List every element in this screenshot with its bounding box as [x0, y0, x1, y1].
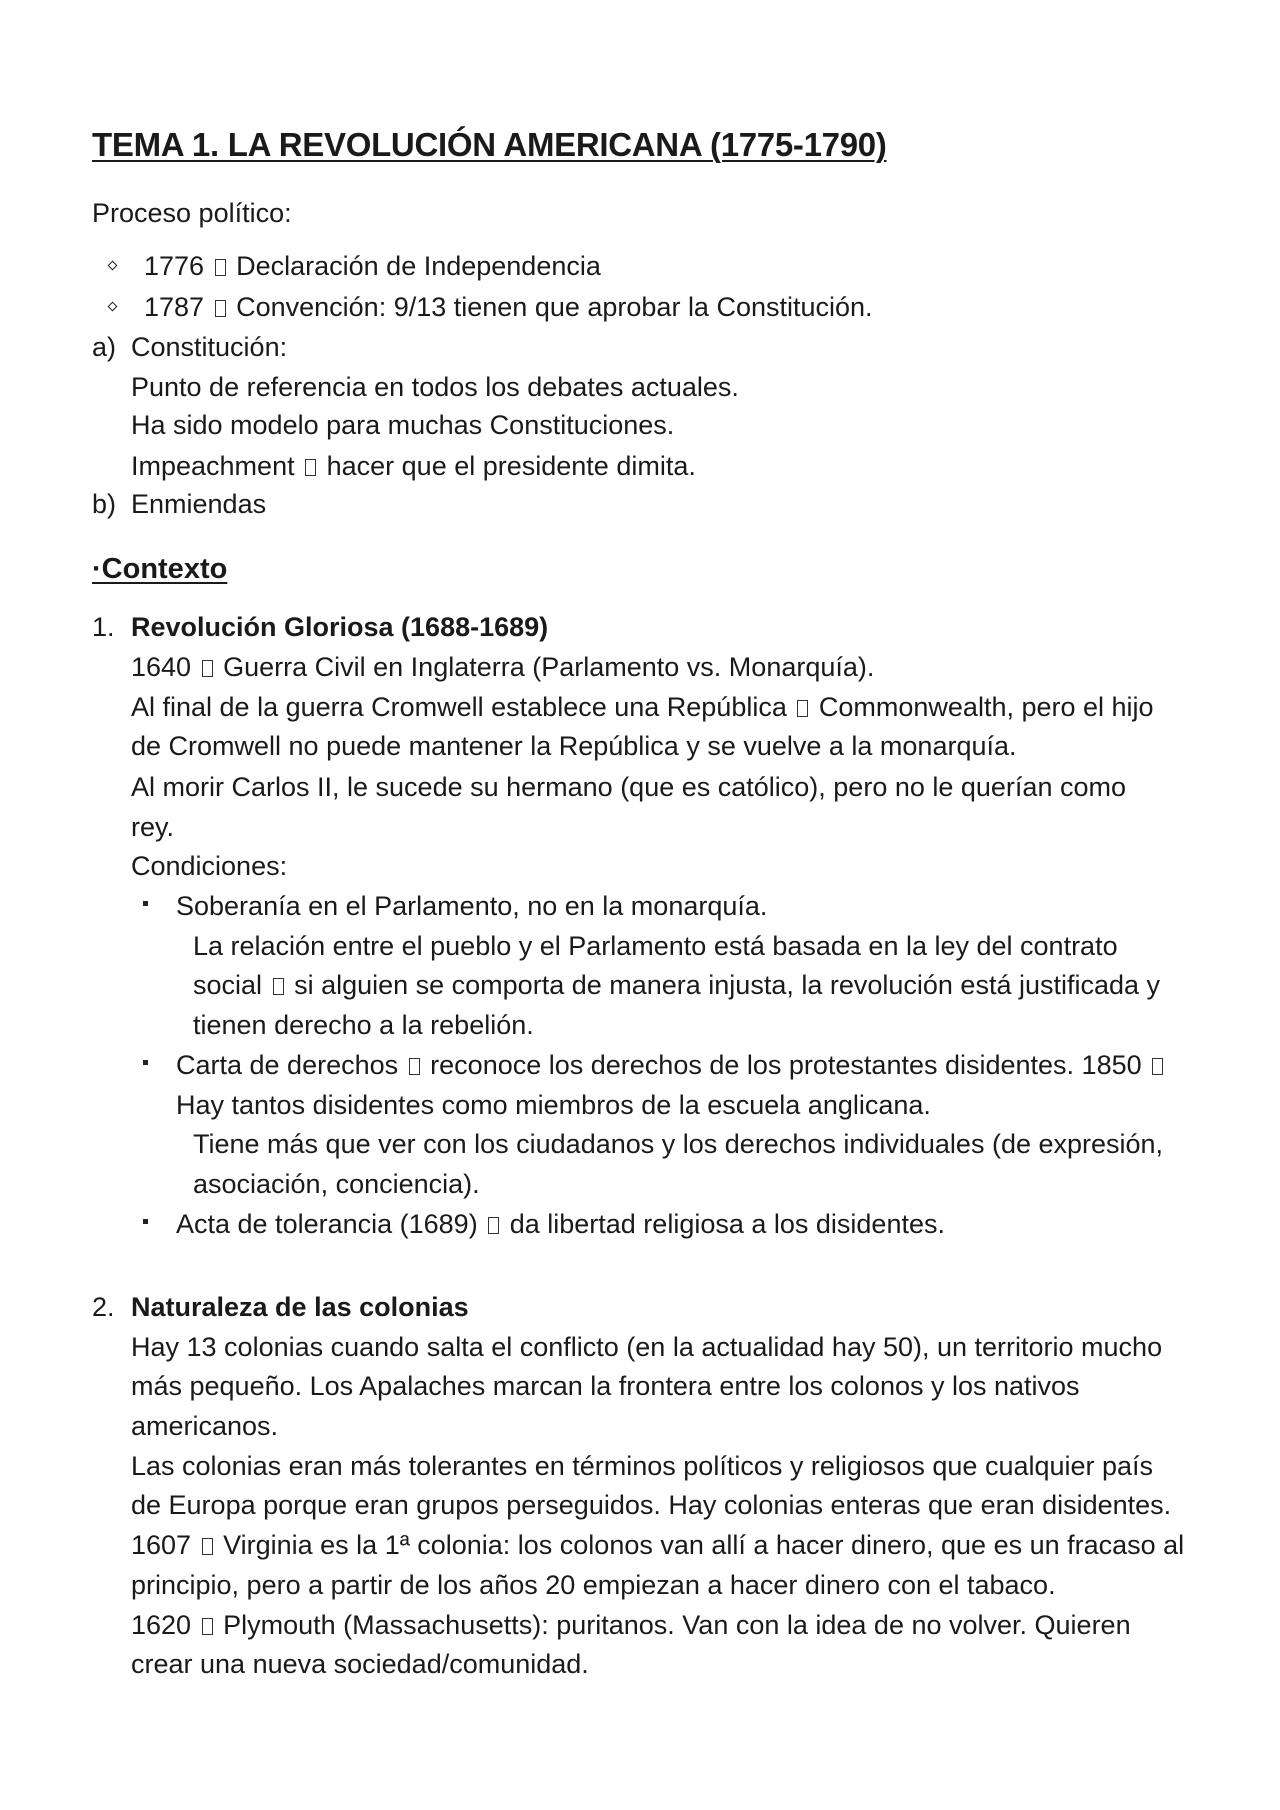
text-fragment: reconoce los derechos de los protestantes disidentes. 1850 [430, 1050, 1142, 1080]
text-line: Tiene más que ver con los ciudadanos y los derechos individuales (de expresión, [193, 1129, 1164, 1159]
text-line [131, 449, 696, 483]
section-label: Proceso político: [92, 198, 292, 228]
text-fragment: social [193, 970, 263, 1000]
text-line: de Cromwell no puede mantener la República y se vuelve a la monarquía. [131, 731, 1017, 761]
text-line: tienen derecho a la rebelión. [193, 1010, 534, 1040]
section-number: 1. [92, 612, 115, 642]
text-fragment: Guerra Civil en Inglaterra (Parlamento vs. Monarquía). [223, 652, 875, 682]
arrow-glyph-icon [488, 1217, 499, 1234]
text-fragment: da libertad religiosa a los disidentes. [509, 1209, 945, 1239]
list-item: Soberanía en el Parlamento, no en la monarquía. [176, 891, 768, 921]
list-item [176, 1207, 945, 1241]
arrow-glyph-icon [409, 1058, 420, 1075]
subsection-title: Naturaleza de las colonias [131, 1292, 469, 1322]
list-item [176, 1048, 1166, 1082]
text-line [131, 1528, 1184, 1562]
text-line: Al morir Carlos II, le sucede su hermano (que es católico), pero no le querían como [131, 772, 1126, 802]
text-line: de Europa porque eran grupos perseguidos. Hay colonias enteras que eran disidentes. [131, 1490, 1172, 1520]
milestone-year: 1787 [144, 292, 205, 322]
milestone-text: Declaración de Independencia [236, 251, 601, 281]
list-marker: b) [92, 489, 117, 519]
milestone-year: 1776 [144, 251, 205, 281]
text-line: americanos. [131, 1411, 279, 1441]
list-item-label: Enmiendas [131, 489, 267, 519]
text-line: asociación, conciencia). [193, 1169, 480, 1199]
text-line: Condiciones: [131, 851, 288, 881]
diamond-bullet-icon [108, 302, 118, 312]
text-line: Las colonias eran más tolerantes en términos políticos y religiosos que cualquier país [131, 1451, 1154, 1481]
milestone-text: Convención: 9/13 tienen que aprobar la Constitución. [236, 292, 873, 322]
square-bullet-icon [143, 1219, 148, 1224]
page-title: TEMA 1. LA REVOLUCIÓN AMERICANA (1775-1790) [92, 126, 887, 163]
text-fragment: 1607 [131, 1530, 192, 1560]
text-fragment: Plymouth (Massachusetts): puritanos. Van con la idea de no volver. Quieren [223, 1610, 1131, 1640]
text-line: Ha sido modelo para muchas Constituciones. [131, 410, 675, 440]
text-fragment: Al final de la guerra Cromwell establece una República [131, 692, 787, 722]
list-item [144, 249, 601, 283]
square-bullet-icon [143, 901, 148, 906]
arrow-glyph-icon [202, 1538, 213, 1555]
list-item-label: Constitución: [131, 332, 288, 362]
diamond-bullet-icon [108, 261, 118, 271]
text-line: principio, pero a partir de los años 20 empiezan a hacer dinero con el tabaco. [131, 1570, 1056, 1600]
text-line [131, 650, 874, 684]
text-line: más pequeño. Los Apalaches marcan la frontera entre los colonos y los nativos [131, 1371, 1080, 1401]
arrow-glyph-icon [797, 700, 808, 717]
subsection-title: Revolución Gloriosa (1688-1689) [131, 612, 549, 642]
text-line [131, 1608, 1131, 1642]
square-bullet-icon [143, 1060, 148, 1065]
arrow-glyph-icon [202, 1618, 213, 1635]
section-heading: ·Contexto [92, 553, 228, 585]
arrow-glyph-icon [1152, 1058, 1163, 1075]
text-fragment: Acta de tolerancia (1689) [176, 1209, 478, 1239]
text-line: rey. [131, 812, 175, 842]
text-line: La relación entre el pueblo y el Parlamento está basada en la ley del contrato [193, 931, 1118, 961]
text-line: Hay 13 colonias cuando salta el conflicto (en la actualidad hay 50), un territorio mucho [131, 1332, 1163, 1362]
arrow-glyph-icon [202, 660, 213, 677]
list-marker: a) [92, 332, 117, 362]
text-fragment: Commonwealth, pero el hijo [818, 692, 1154, 722]
text-line [131, 690, 1154, 724]
text-line: Punto de referencia en todos los debates actuales. [131, 372, 739, 402]
arrow-glyph-icon [215, 259, 226, 276]
text-fragment: 1640 [131, 652, 192, 682]
section-number: 2. [92, 1292, 115, 1322]
list-item [144, 290, 873, 324]
arrow-glyph-icon [305, 459, 316, 476]
text-line: Hay tantos disidentes como miembros de la escuela anglicana. [176, 1090, 931, 1120]
text-fragment: hacer que el presidente dimita. [326, 451, 696, 481]
text-fragment: Impeachment [131, 451, 295, 481]
text-fragment: si alguien se comporta de manera injusta, la revolución está justificada y [294, 970, 1161, 1000]
arrow-glyph-icon [215, 300, 226, 317]
arrow-glyph-icon [273, 978, 284, 995]
text-fragment: Virginia es la 1ª colonia: los colonos van allí a hacer dinero, que es un fracaso al [223, 1530, 1185, 1560]
text-line: crear una nueva sociedad/comunidad. [131, 1649, 589, 1679]
text-fragment: 1620 [131, 1610, 192, 1640]
text-fragment: Carta de derechos [176, 1050, 399, 1080]
text-line [193, 968, 1160, 1002]
